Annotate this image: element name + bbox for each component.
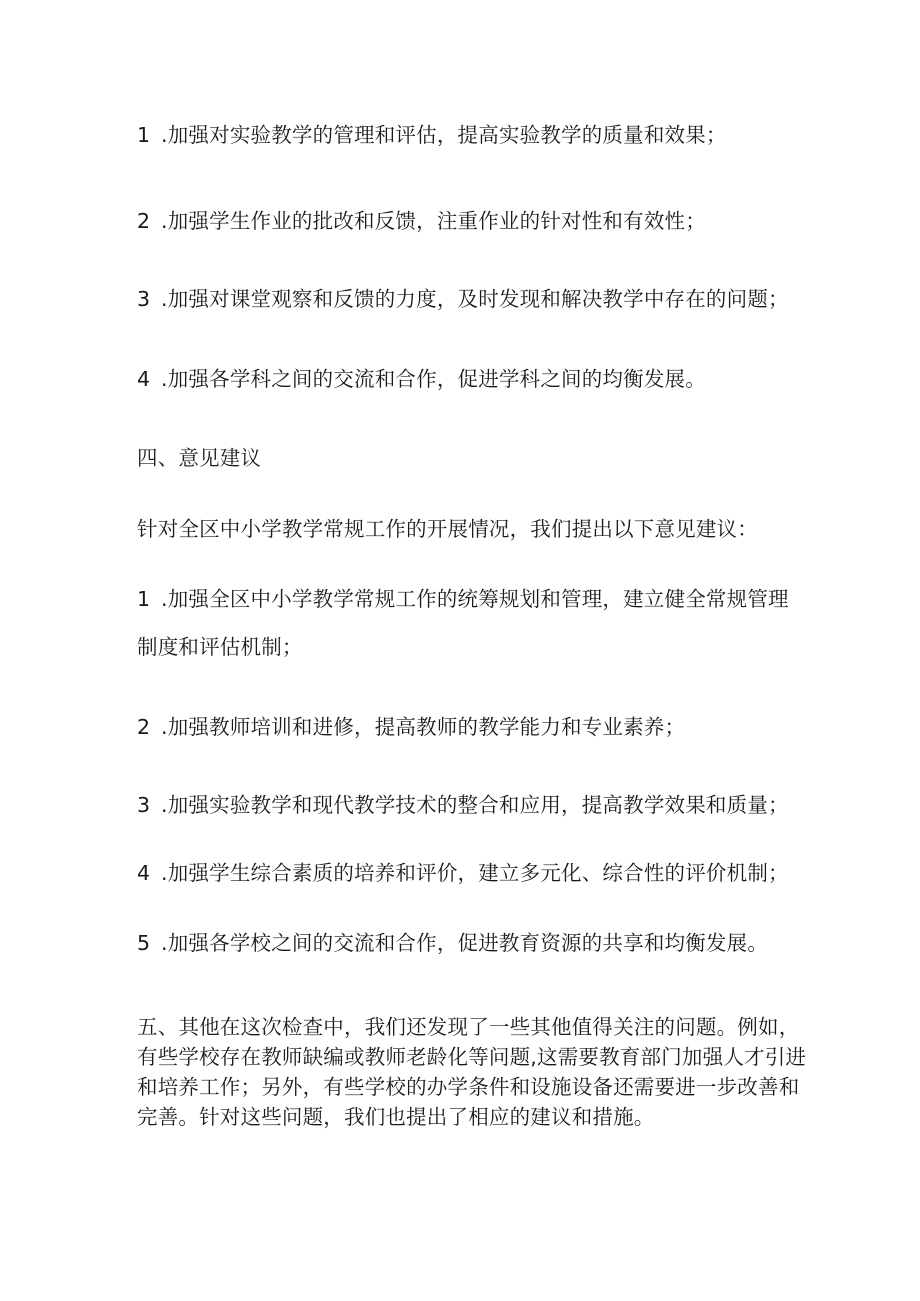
section-heading: 四、意见建议 <box>137 446 262 470</box>
list-item <box>137 365 706 393</box>
list-item-text: .加强教师培训和进修，提高教师的教学能力和专业素养； <box>161 715 686 739</box>
list-item-number: 5 <box>137 931 151 955</box>
list-item-number: 3 <box>137 287 151 311</box>
list-item <box>137 713 685 741</box>
list-item <box>137 285 789 313</box>
list-item-number: 3 <box>137 793 151 817</box>
list-item-number: 2 <box>137 209 151 233</box>
paragraph-line: 五、其他在这次检查中，我们还发现了一些其他值得关注的问题。例如， <box>137 1015 800 1039</box>
list-item <box>137 929 768 957</box>
section5-paragraph <box>137 1012 807 1132</box>
list-item-number: 4 <box>137 367 151 391</box>
list-item-text: .加强对课堂观察和反馈的力度，及时发现和解决教学中存在的问题； <box>161 287 789 311</box>
list-item-text: .加强学生综合素质的培养和评价，建立多元化、综合性的评价机制； <box>161 861 789 885</box>
list-item-continuation: 制度和评估机制； <box>137 635 303 659</box>
list-item-number: 4 <box>137 861 151 885</box>
list-item-number: 2 <box>137 715 151 739</box>
list-item-number: 1 <box>137 587 151 611</box>
paragraph-line: 和培养工作；另外，有些学校的办学条件和设施设备还需要进一步改善和 <box>137 1075 800 1099</box>
list-item-text: .加强对实验教学的管理和评估，提高实验教学的质量和效果； <box>161 123 727 147</box>
list-item-text: .加强各学科之间的交流和合作，促进学科之间的均衡发展。 <box>161 367 706 391</box>
list-item-text: .加强全区中小学教学常规工作的统筹规划和管理，建立健全常规管理 <box>161 587 789 611</box>
list-item <box>137 207 706 235</box>
list-item-text: .加强各学校之间的交流和合作，促进教育资源的共享和均衡发展。 <box>161 931 769 955</box>
paragraph-line: 完善。针对这些问题，我们也提出了相应的建议和措施。 <box>137 1105 655 1129</box>
list-item <box>137 859 789 887</box>
section-intro: 针对全区中小学教学常规工作的开展情况，我们提出以下意见建议： <box>137 517 758 541</box>
list-item <box>137 791 789 819</box>
list-item-number: 1 <box>137 123 151 147</box>
list-item-text: .加强实验教学和现代教学技术的整合和应用，提高教学效果和质量； <box>161 793 789 817</box>
list-item <box>137 121 727 149</box>
list-item-text: .加强学生作业的批改和反馈，注重作业的针对性和有效性； <box>161 209 706 233</box>
paragraph-line: 有些学校存在教师缺编或教师老龄化等问题,这需要教育部门加强人才引进 <box>137 1045 807 1069</box>
list-item <box>137 585 789 613</box>
